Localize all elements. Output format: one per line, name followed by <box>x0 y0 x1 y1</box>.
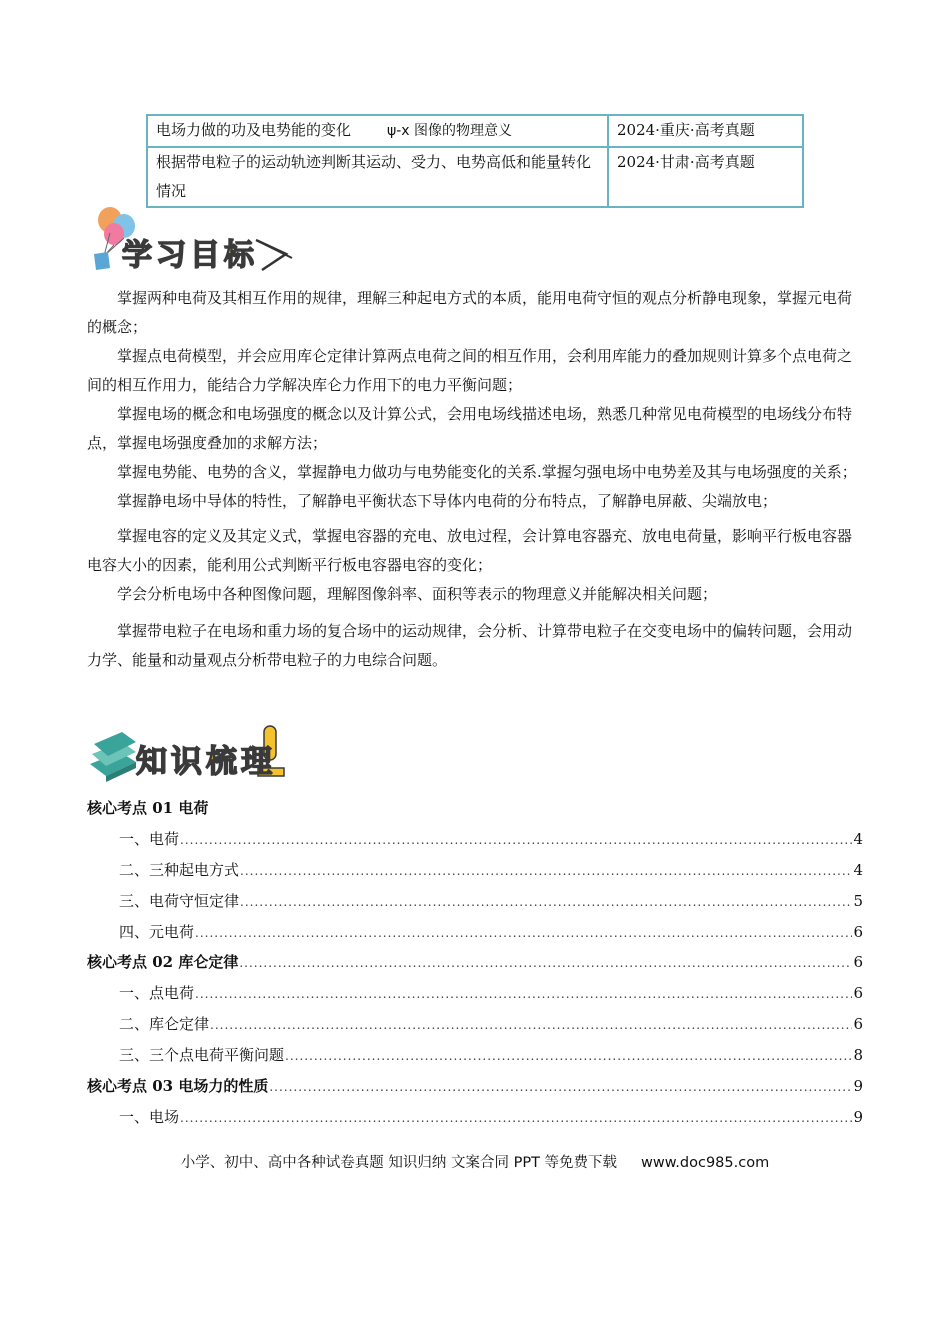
toc-entry[interactable] <box>87 1074 863 1105</box>
toc-title: 三、电荷守恒定律 <box>119 891 240 910</box>
topic-text: 电场力做的功及电势能的变化 <box>156 121 352 139</box>
toc-title: 一、电荷 <box>119 829 180 848</box>
toc-entry[interactable] <box>87 858 863 889</box>
footer-link[interactable]: www.doc985.com <box>641 1155 770 1171</box>
table-cell-topic <box>147 115 608 147</box>
toc-page: 4 <box>853 860 863 879</box>
goal-item: 掌握带电粒子在电场和重力场的复合场中的运动规律，会分析、计算带电粒子在交变电场中的偏转问题，会用动力学、能量和动量观点分析带电粒子的力电综合问题。 <box>87 622 853 669</box>
learning-goals-banner <box>86 204 306 276</box>
toc-entry[interactable] <box>87 950 863 981</box>
toc-page: 6 <box>853 984 863 1003</box>
page-footer <box>0 1151 950 1172</box>
toc-entry[interactable] <box>87 1043 863 1074</box>
toc-entry[interactable] <box>87 981 863 1012</box>
table-of-contents <box>87 796 863 1136</box>
toc-title: 核心考点 03 电场力的性质 <box>87 1077 269 1096</box>
toc-page: 4 <box>853 829 863 848</box>
toc-page: 5 <box>853 891 863 910</box>
table-row <box>147 115 803 147</box>
toc-page: 6 <box>853 953 863 972</box>
table-row <box>147 147 803 207</box>
toc-title: 二、库仑定律 <box>119 1015 210 1034</box>
toc-title: 三、三个点电荷平衡问题 <box>119 1046 285 1065</box>
footer-text: 小学、初中、高中各种试卷真题 知识归纳 文案合同 PPT 等免费下载 <box>180 1155 618 1171</box>
goal-item: 掌握静电场中导体的特性，了解静电平衡状态下导体内电荷的分布特点，了解静电屏蔽、尖端放电； <box>117 492 778 510</box>
goal-item: 掌握电场的概念和电场强度的概念以及计算公式，会用电场线描述电场，熟悉几种常见电荷模型的电场线分布特点，掌握电场强度叠加的求解方法； <box>87 405 853 452</box>
goal-item: 掌握点电荷模型，并会应用库仑定律计算两点电荷之间的相互作用，会利用库能力的叠加规则计算多个点电荷之间的相互作用力，能结合力学解决库仑力作用下的电力平衡问题； <box>87 347 853 394</box>
toc-title: 核心考点 01 电荷 <box>87 799 209 817</box>
toc-entry[interactable] <box>87 827 863 858</box>
toc-page: 9 <box>853 1107 863 1126</box>
toc-entry[interactable] <box>87 796 863 827</box>
toc-page: 6 <box>853 922 863 941</box>
learning-goals <box>87 284 865 675</box>
toc-entry[interactable] <box>87 889 863 920</box>
goal-item: 掌握电容的定义及其定义式，掌握电容器的充电、放电过程，会计算电容器充、放电电荷量，影响平行板电容器电容大小的因素，能利用公式判断平行板电容器电容的变化； <box>87 527 853 574</box>
section-title: 学习目标 <box>122 238 258 273</box>
toc-entry[interactable] <box>87 1012 863 1043</box>
toc-title: 一、点电荷 <box>119 984 195 1003</box>
toc-page: 9 <box>853 1077 863 1096</box>
table-cell-source: 2024·重庆·高考真题 <box>608 115 803 147</box>
table-cell-topic <box>147 147 608 207</box>
goal-item: 掌握两种电荷及其相互作用的规律，理解三种起电方式的本质，能用电荷守恒的观点分析静电现象，掌握元电荷的概念； <box>87 289 853 336</box>
toc-entry[interactable] <box>87 920 863 951</box>
topic-text: 根据带电粒子的运动轨迹判断其运动、受力、电势高低和能量转化情况 <box>156 153 592 200</box>
toc-title: 二、三种起电方式 <box>119 860 240 879</box>
toc-page: 6 <box>853 1015 863 1034</box>
exam-source-table <box>146 114 804 208</box>
toc-title: 四、元电荷 <box>119 922 195 941</box>
topic-text-secondary: ψ-x 图像的物理意义 <box>387 123 513 139</box>
table-cell-source: 2024·甘肃·高考真题 <box>608 147 803 207</box>
toc-entry[interactable] <box>87 1105 863 1136</box>
toc-title: 核心考点 02 库仑定律 <box>87 953 239 972</box>
toc-page: 8 <box>853 1046 863 1065</box>
section-title: 知识梳理 <box>136 744 276 780</box>
goal-item: 掌握电势能、电势的含义，掌握静电力做功与电势能变化的关系.掌握匀强电场中电势差及其与电场强度的关系； <box>117 463 857 481</box>
toc-title: 一、电场 <box>119 1107 180 1126</box>
goal-item: 学会分析电场中各种图像问题，理解图像斜率、面积等表示的物理意义并能解决相关问题； <box>117 585 718 603</box>
knowledge-review-banner <box>86 722 306 784</box>
